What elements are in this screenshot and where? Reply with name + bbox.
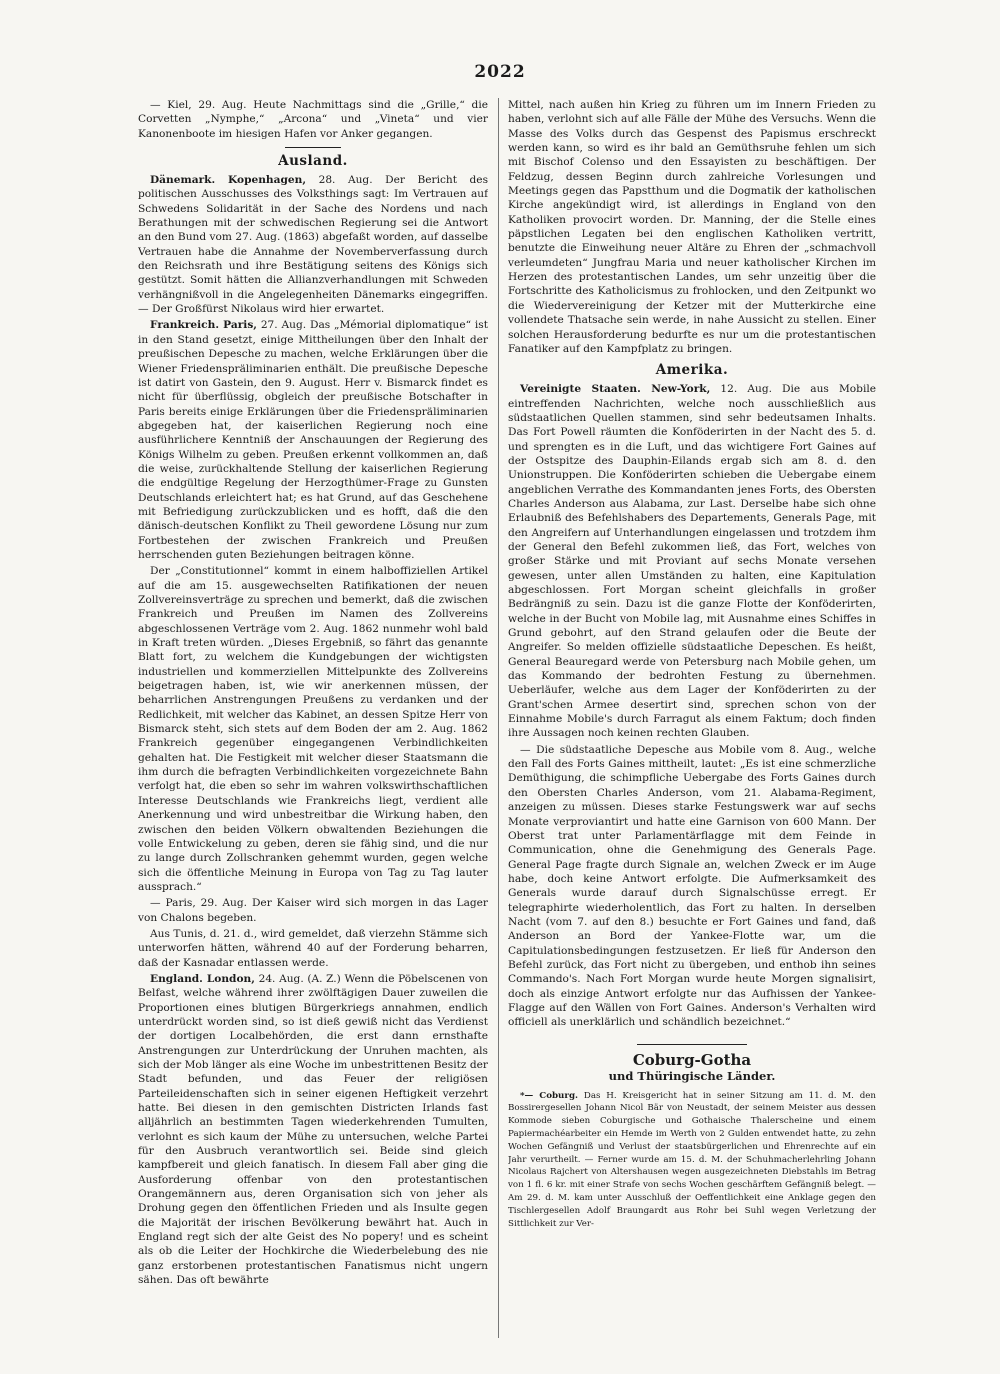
article-paris: — Paris, 29. Aug. Der Kaiser wird sich morgen in das Lager von Chalons begeben. [138, 897, 488, 924]
article-usa [508, 382, 876, 741]
section-subtitle-coburg: und Thüringische Länder. [608, 1068, 776, 1083]
left-column [138, 98, 488, 1343]
article-coburg [508, 1090, 876, 1231]
body-daenemark: 28. Aug. Der Bericht des politischen Ausschusses des Volksthings sagt: Im Vertrauen auf Schwedens Solidarität in der Sache des Nordens und nach Berathungen mit der schwedischen Regierung sei die Antwort an den Bund vom 27. Aug. (1863) abgefaßt worden, auf dasselbe Vertrauen habe die Annahme der Novemberverfassung durch den Reichsrath und ihre Bestätigung seitens des Königs sich gestützt. Somit hätten die Allianzverhandlungen mit Schweden verhängnißvoll in die Angelegenheiten Dänemarks eingegriffen. — Der Großfürst Nikolaus wird hier erwartet. [138, 174, 488, 316]
section-title-amerika: Amerika. [655, 362, 729, 379]
section-rule [285, 147, 341, 148]
article-frankreich [138, 318, 488, 562]
dateline-england: England. London, [150, 972, 255, 985]
article-england [138, 972, 488, 1288]
dateline-daenemark: Dänemark. Kopenhagen, [150, 174, 307, 187]
article-kiel: — Kiel, 29. Aug. Heute Nachmittags sind die „Grille,“ die Corvetten „Nymphe,“ „Arcona“ und „Vineta“ und vier Kanonenboote im hiesigen Hafen vor Anker gegangen. [138, 99, 488, 140]
article-tunis: Aus Tunis, d. 21. d., wird gemeldet, daß vierzehn Stämme sich unterworfen hätten, während 40 auf der Forderung beharren, daß der Kasnadar entlassen werde. [138, 927, 488, 969]
section-title-coburg: Coburg-Gotha [632, 1050, 752, 1069]
section-heading-ausland [138, 147, 488, 169]
page-number: 2022 [474, 62, 526, 82]
article-daenemark [138, 173, 488, 316]
section-heading-amerika [508, 362, 876, 378]
dateline-coburg: *— Coburg. [520, 1090, 579, 1101]
section-title-ausland: Ausland. [278, 153, 348, 170]
article-england-continued: Mittel, nach außen hin Krieg zu führen um im Innern Frieden zu haben, verlohnt sich auf alle Fälle der Mühe des Versuchs. Wenn die Masse des Volks durch das Gespenst des Papismus erschreckt werden kann, so wird es ihr bald an Gemüthsruhe fehlen um sich mit Bischof Colenso und den Essayisten zu beschäftigen. Der Feldzug, dessen Beginn durch zahlreiche Vorlesungen und Meetings gegen das Papstthum und die Dogmatik der katholischen Kirche angekündigt wird, ist allerdings in England von den Katholiken provocirt worden. Dr. Manning, der die Stelle eines päpstlichen Legaten bei den englischen Katholiken vertritt, benutzte die Einweihung neuer Altäre zu Ehren der „schmachvoll verleumdeten“ Jungfrau Maria und neuer katholischer Kirchen im Herzen des protestantischen Landes, um sehr unzeitig über die Fortschritte des Katholicismus zu frohlocken, und den Zeitpunkt wo die Wiedervereinigung der Ketzer mit der Mutterkirche eine vollendete Thatsache sein werde, in nahe Aussicht zu stellen. Einer solchen Herausforderung bedurfte es nur um die protestantischen Fanatiker auf den Kampfplatz zu bringen. [508, 99, 876, 355]
body-coburg: Das H. Kreisgericht hat in seiner Sitzung am 11. d. M. den Bossirergesellen Johann Nicol Bär von Neustadt, der seinem Meister aus dessen Kommode sieben Coburgische und Gothaische Thalerscheine und einem Papiermachéarbeiter ein Hemde im Werth von 2 Gulden entwendet hatte, zu zehn Wochen Gefängniß und Verlust der staatsbürgerlichen und Ehrenrechte auf ein Jahr verurtheilt. — Ferner wurde am 15. d. M. der Schuhmacherlehrling Johann Nicolaus Rajchert von Altershausen wegen ausgezeichneten Diebstahls im Betrag von 1 fl. 6 kr. mit einer Strafe von sechs Wochen geschärftem Gefängniß belegt. — Am 29. d. M. kam unter Ausschluß der Oeffentlichkeit eine Anklage gegen den Tischlergesellen Adolf Braungardt aus Rohr bei Suhl wegen Verletzung der Sittlichkeit zur Ver- [508, 1090, 876, 1229]
section-rule [637, 1044, 747, 1045]
body-england: 24. Aug. (A. Z.) Wenn die Pöbelscenen von Belfast, welche während ihrer zwölftägigen Dauer zuweilen die Proportionen eines blutigen Bürgerkriegs annahmen, endlich unterdrückt worden sind, so ist dieß gewiß nicht das Verdienst der dortigen Localbehörden, die erst dann ernsthafte Anstrengungen zur Unterdrückung der Unruhen machten, als sich der Mob länger als eine Woche im unbestrittenen Besitz der Stadt befunden, und das Feuer der religiösen Parteileidenschaften sich in seiner eigenen Heftigkeit verzehrt hatte. Bei diesen in den gemischten Districten Irlands fast alljährlich an bestimmten Tagen wiederkehrenden Tumulten, verlohnt es sich kaum der Mühe zu untersuchen, welche Partei für den Ausbruch verantwortlich sei. Beide sind gleich kampfbereit und gleich fanatisch. In diesem Fall aber ging die Ausforderung offenbar von den protestantischen Orangemännern aus, deren Organisation sich von jeher als Drohung gegen den öffentlichen Frieden und als Insulte gegen die Majorität der irischen Bevölkerung bewährt hat. Auch in England regt sich der alte Geist des No popery! und es scheint als ob die Leiter der Hochkirche die Wiederbelebung des nie ganz erstorbenen protestantischen Fanatismus nicht ungern sähen. Das oft bewährte [138, 972, 488, 1287]
column-divider [498, 98, 499, 1338]
dateline-usa: Vereinigte Staaten. New-York, [520, 383, 711, 396]
article-frankreich-2: Der „Constitutionnel“ kommt in einem halboffiziellen Artikel auf die am 15. ausgewechselten Ratifikationen der neuen Zollvereinsverträge zu sprechen und bemerkt, daß die zwischen Frankreich und Preußen im Namen des Zollvereins abgeschlossenen Verträge vom 2. Aug. 1862 nunmehr wohl bald in Kraft treten würden. „Dieses Ergebniß, so fährt das genannte Blatt fort, zu welchem die Kundgebungen der wichtigsten industriellen und kommerziellen Mittelpunkte des Zollvereins beigetragen haben, ist, wie wir anerkennen müssen, der beharrlichen Anstrengungen Preußens zu verdanken und der Redlichkeit, mit welcher das Kabinet, an dessen Spitze Herr von Bismarck steht, sich stets auf dem Boden der am 2. Aug. 1862 Frankreich gegenüber eingegangenen Verbindlichkeiten gehalten hat. Die Festigkeit mit welcher dieser Staatsmann die ihm durch die befragten Verbindlichkeiten vorgezeichnete Bahn verfolgt hat, die eben so sehr im wahren volkswirthschaftlichen Interesse Deutschlands wie Frankreichs liegt, verdient alle Anerkennung und wird unbestreitbar die Wirkung haben, den zwischen den beiden Völkern obwaltenden Beziehungen die volle Entwickelung zu geben, deren sie fähig sind, und die nur zu lange durch Zollschranken gehemmt wurden, gegen welche sich die öffentliche Meinung in Europa von Tag zu Tag lauter aussprach.“ [138, 565, 488, 893]
dateline-frankreich: Frankreich. Paris, [150, 319, 257, 332]
body-frankreich-1: 27. Aug. Das „Mémorial diplomatique“ ist in den Stand gesetzt, einige Mittheilungen über den Inhalt der preußischen Depesche zu machen, welche Erklärungen über die Wiener Friedenspräliminarien enthält. Die preußische Depesche ist datirt von Gastein, den 9. August. Herr v. Bismarck findet es nicht für überflüssig, obgleich der preußische Botschafter in Paris bereits einige Erklärungen über die Friedenspräliminarien abgegeben hat, der kaiserlichen Regierung noch eine ausführlichere Kenntniß der Anschauungen der Regierung des Königs Wilhelm zu geben. Preußen erkennt vollkommen an, daß die weise, zurückhaltende Stellung der kaiserlichen Regierung die endgültige Regelung der Herzogthümer-Frage zu Gunsten Deutschlands erleichtert hat; es hat Grund, auf das Geschehene mit Befriedigung zurückzublicken und es hofft, daß die den dänisch-deutschen Konflikt zu Theil gewordene Lösung nur zum Fortbestehen der zwischen Frankreich und Preußen herrschenden guten Beziehungen beitragen könne. [138, 319, 488, 561]
right-column [508, 98, 876, 1343]
article-usa-2: — Die südstaatliche Depesche aus Mobile vom 8. Aug., welche den Fall des Forts Gaines mittheilt, lautet: „Es ist eine schmerzliche Demüthigung, die schimpfliche Uebergabe des Forts Gaines durch den Obersten Charles Anderson, vom 21. Alabama-Regiment, anzeigen zu müssen. Dieses starke Festungswerk war auf sechs Monate verproviantirt und hatte eine Garnison von 600 Mann. Der Oberst trat unter Parlamentärflagge mit dem Feinde in Communication, ohne die Genehmigung des Generals Page. General Page fragte durch Signale an, welchen Zweck er im Auge habe, doch keine Antwort erfolgte. Die Aufmerksamkeit des Generals wurde darauf durch Signalschüsse erregt. Er telegraphirte wiederholentlich, das Fort zu halten. In derselben Nacht (vom 7. auf den 8.) besuchte er Fort Gaines und fand, daß Anderson an Bord der Yankee-Flotte war, um die Capitulationsbedingungen festzusetzen. Er ließ für Anderson den Befehl zurück, das Fort nicht zu übergeben, und enthob ihn seines Commando's. Nach Fort Morgan wurde heute Morgen signalisirt, doch als einzige Antwort erfolgte nur das Aufhissen der Yankee-Flagge auf den Wällen von Fort Gaines. Anderson's Verhalten wird officiell als unerklärlich und schändlich bezeichnet.“ [508, 743, 876, 1029]
body-usa: 12. Aug. Die aus Mobile eintreffenden Nachrichten, welche noch ausschließlich aus südstaatlichen Quellen stammen, sind sehr bedeutsamen Inhalts. Das Fort Powell räumten die Konföderirten in der Nacht des 5. d. und sprengten es in die Luft, und das wichtigere Fort Gaines auf der Ostspitze des Dauphin-Eilands ergab sich am 8. d. den Unionstruppen. Die Konföderirten schieben die Uebergabe einem angeblichen Verrathe des Kommandanten jenes Forts, des Obersten Charles Anderson aus Alabama, zur Last. Derselbe habe sich ohne Erlaubniß des Befehlshabers des Departements, Generals Page, mit den Angreifern auf Unterhandlungen eingelassen und trotzdem ihm der General den Befehl zukommen ließ, das Fort, welches von großer Stärke und mit Proviant auf sechs Monate versehen gewesen, unter allen Umständen zu halten, eine Kapitulation abgeschlossen. Fort Morgan scheint gleichfalls in großer Bedrängniß zu sein. Dazu ist die ganze Flotte der Konföderirten, welche in der Bucht von Mobile lag, mit Ausnahme eines Schiffes in Grund gebohrt, auf den Strand gelaufen oder die Beute der Angreifer. So melden offizielle südstaatliche Depeschen. Es heißt, General Beauregard werde von Petersburg nach Mobile gehen, um das Kommando der bedrohten Festung zu übernehmen. Ueberläufer, welche aus dem Lager der Konföderirten zu der Grant'schen Armee desertirt sind, sprechen schon von der Einnahme Mobile's durch Farragut als einem Faktum; doch finden ihre Aussagen noch keinen rechten Glauben. [508, 383, 876, 740]
